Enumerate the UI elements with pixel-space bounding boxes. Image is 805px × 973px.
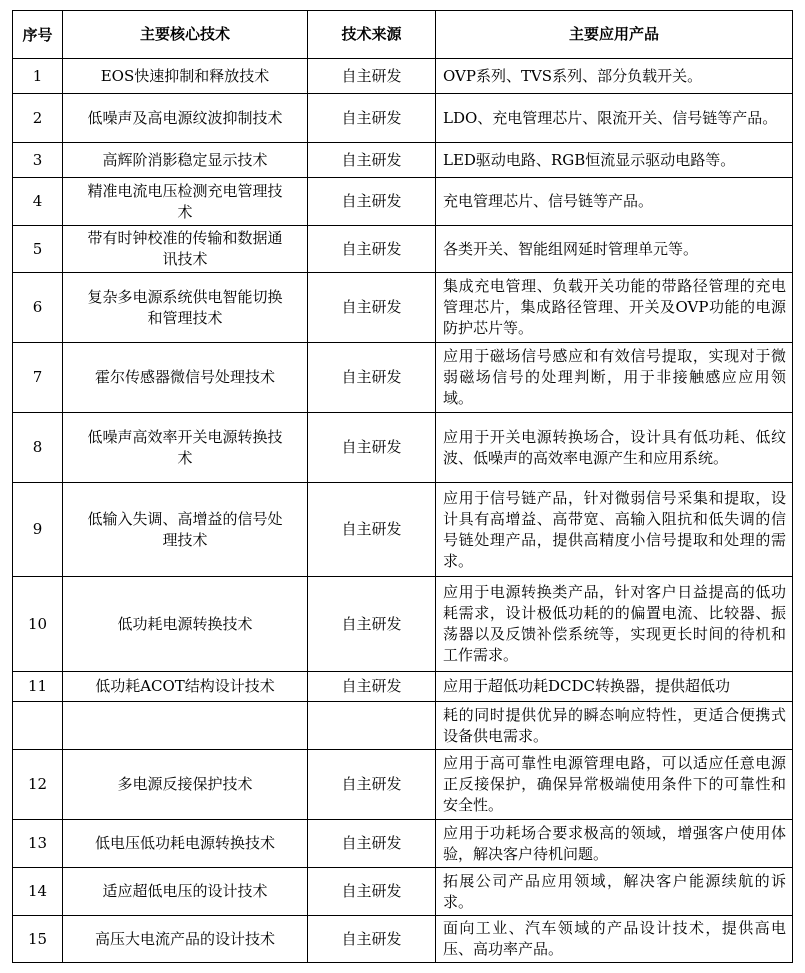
row-products: 应用于功耗场合要求极高的领域，增强客户使用体验，解决客户待机问题。 <box>436 820 793 868</box>
row-source: 自主研发 <box>308 820 436 868</box>
row-source: 自主研发 <box>308 577 436 672</box>
row-products: OVP系列、TVS系列、部分负载开关。 <box>436 59 793 94</box>
row-products: 耗的同时提供优异的瞬态响应特性，更适合便携式设备供电需求。 <box>436 702 793 750</box>
table-row <box>13 413 793 483</box>
row-source: 自主研发 <box>308 178 436 226</box>
table-row <box>13 143 793 178</box>
table-row-continuation <box>13 702 793 750</box>
row-products: LED驱动电路、RGB恒流显示驱动电路等。 <box>436 143 793 178</box>
row-index <box>13 702 63 750</box>
row-index: 9 <box>13 483 63 577</box>
row-products: 应用于超低功耗DCDC转换器，提供超低功 <box>436 672 793 702</box>
row-index: 11 <box>13 672 63 702</box>
row-source: 自主研发 <box>308 343 436 413</box>
row-index: 2 <box>13 94 63 143</box>
table-row <box>13 178 793 226</box>
row-technology: 霍尔传感器微信号处理技术 <box>63 343 308 413</box>
table-row <box>13 483 793 577</box>
row-technology: EOS快速抑制和释放技术 <box>63 59 308 94</box>
row-index: 1 <box>13 59 63 94</box>
row-index: 15 <box>13 916 63 963</box>
row-source <box>308 702 436 750</box>
row-technology: 低噪声高效率开关电源转换技术 <box>63 413 308 483</box>
table-row <box>13 868 793 916</box>
row-index: 14 <box>13 868 63 916</box>
row-products: 应用于信号链产品，针对微弱信号采集和提取，设计具有高增益、高带宽、高输入阻抗和低失调的信号链处理产品，提供高精度小信号提取和处理的需求。 <box>436 483 793 577</box>
header-main-products: 主要应用产品 <box>436 11 793 59</box>
row-technology: 高压大电流产品的设计技术 <box>63 916 308 963</box>
row-technology: 带有时钟校准的传输和数据通讯技术 <box>63 226 308 273</box>
table-row <box>13 820 793 868</box>
row-technology: 适应超低电压的设计技术 <box>63 868 308 916</box>
row-products: 拓展公司产品应用领域，解决客户能源续航的诉求。 <box>436 868 793 916</box>
row-technology: 复杂多电源系统供电智能切换和管理技术 <box>63 273 308 343</box>
header-core-technology: 主要核心技术 <box>63 11 308 59</box>
row-index: 6 <box>13 273 63 343</box>
row-source: 自主研发 <box>308 672 436 702</box>
row-products: 充电管理芯片、信号链等产品。 <box>436 178 793 226</box>
core-technology-table <box>12 10 793 963</box>
row-index: 5 <box>13 226 63 273</box>
table-row <box>13 59 793 94</box>
header-technology-source: 技术来源 <box>308 11 436 59</box>
table-row <box>13 916 793 963</box>
row-index: 3 <box>13 143 63 178</box>
row-source: 自主研发 <box>308 94 436 143</box>
row-products: LDO、充电管理芯片、限流开关、信号链等产品。 <box>436 94 793 143</box>
row-source: 自主研发 <box>308 273 436 343</box>
row-technology: 精准电流电压检测充电管理技术 <box>63 178 308 226</box>
row-products: 应用于磁场信号感应和有效信号提取，实现对于微弱磁场信号的处理判断，用于非接触感应应用领域。 <box>436 343 793 413</box>
row-source: 自主研发 <box>308 916 436 963</box>
table-row <box>13 94 793 143</box>
table-row <box>13 672 793 702</box>
row-products: 应用于高可靠性电源管理电路，可以适应任意电源正反接保护，确保异常极端使用条件下的可靠性和安全性。 <box>436 750 793 820</box>
row-source: 自主研发 <box>308 483 436 577</box>
row-source: 自主研发 <box>308 143 436 178</box>
table-header-row <box>13 11 793 59</box>
row-technology: 高辉阶消影稳定显示技术 <box>63 143 308 178</box>
row-products: 各类开关、智能组网延时管理单元等。 <box>436 226 793 273</box>
row-index: 12 <box>13 750 63 820</box>
row-technology: 低功耗ACOT结构设计技术 <box>63 672 308 702</box>
table-row <box>13 273 793 343</box>
table-row <box>13 750 793 820</box>
row-products: 应用于电源转换类产品，针对客户日益提高的低功耗需求，设计极低功耗的的偏置电流、比较器、振荡器以及反馈补偿系统等，实现更长时间的待机和工作需求。 <box>436 577 793 672</box>
row-source: 自主研发 <box>308 868 436 916</box>
header-index: 序号 <box>13 11 63 59</box>
row-products: 应用于开关电源转换场合，设计具有低功耗、低纹波、低噪声的高效率电源产生和应用系统。 <box>436 413 793 483</box>
row-source: 自主研发 <box>308 59 436 94</box>
row-technology: 多电源反接保护技术 <box>63 750 308 820</box>
row-source: 自主研发 <box>308 226 436 273</box>
row-index: 4 <box>13 178 63 226</box>
row-index: 10 <box>13 577 63 672</box>
row-technology: 低噪声及高电源纹波抑制技术 <box>63 94 308 143</box>
row-products: 集成充电管理、负载开关功能的带路径管理的充电管理芯片，集成路径管理、开关及OVP功能的电源防护芯片等。 <box>436 273 793 343</box>
row-technology <box>63 702 308 750</box>
row-index: 13 <box>13 820 63 868</box>
row-technology: 低输入失调、高增益的信号处理技术 <box>63 483 308 577</box>
row-index: 8 <box>13 413 63 483</box>
row-products: 面向工业、汽车领域的产品设计技术，提供高电压、高功率产品。 <box>436 916 793 963</box>
row-index: 7 <box>13 343 63 413</box>
table-row <box>13 226 793 273</box>
row-source: 自主研发 <box>308 750 436 820</box>
row-technology: 低功耗电源转换技术 <box>63 577 308 672</box>
row-technology: 低电压低功耗电源转换技术 <box>63 820 308 868</box>
row-source: 自主研发 <box>308 413 436 483</box>
table-row <box>13 577 793 672</box>
table-row <box>13 343 793 413</box>
